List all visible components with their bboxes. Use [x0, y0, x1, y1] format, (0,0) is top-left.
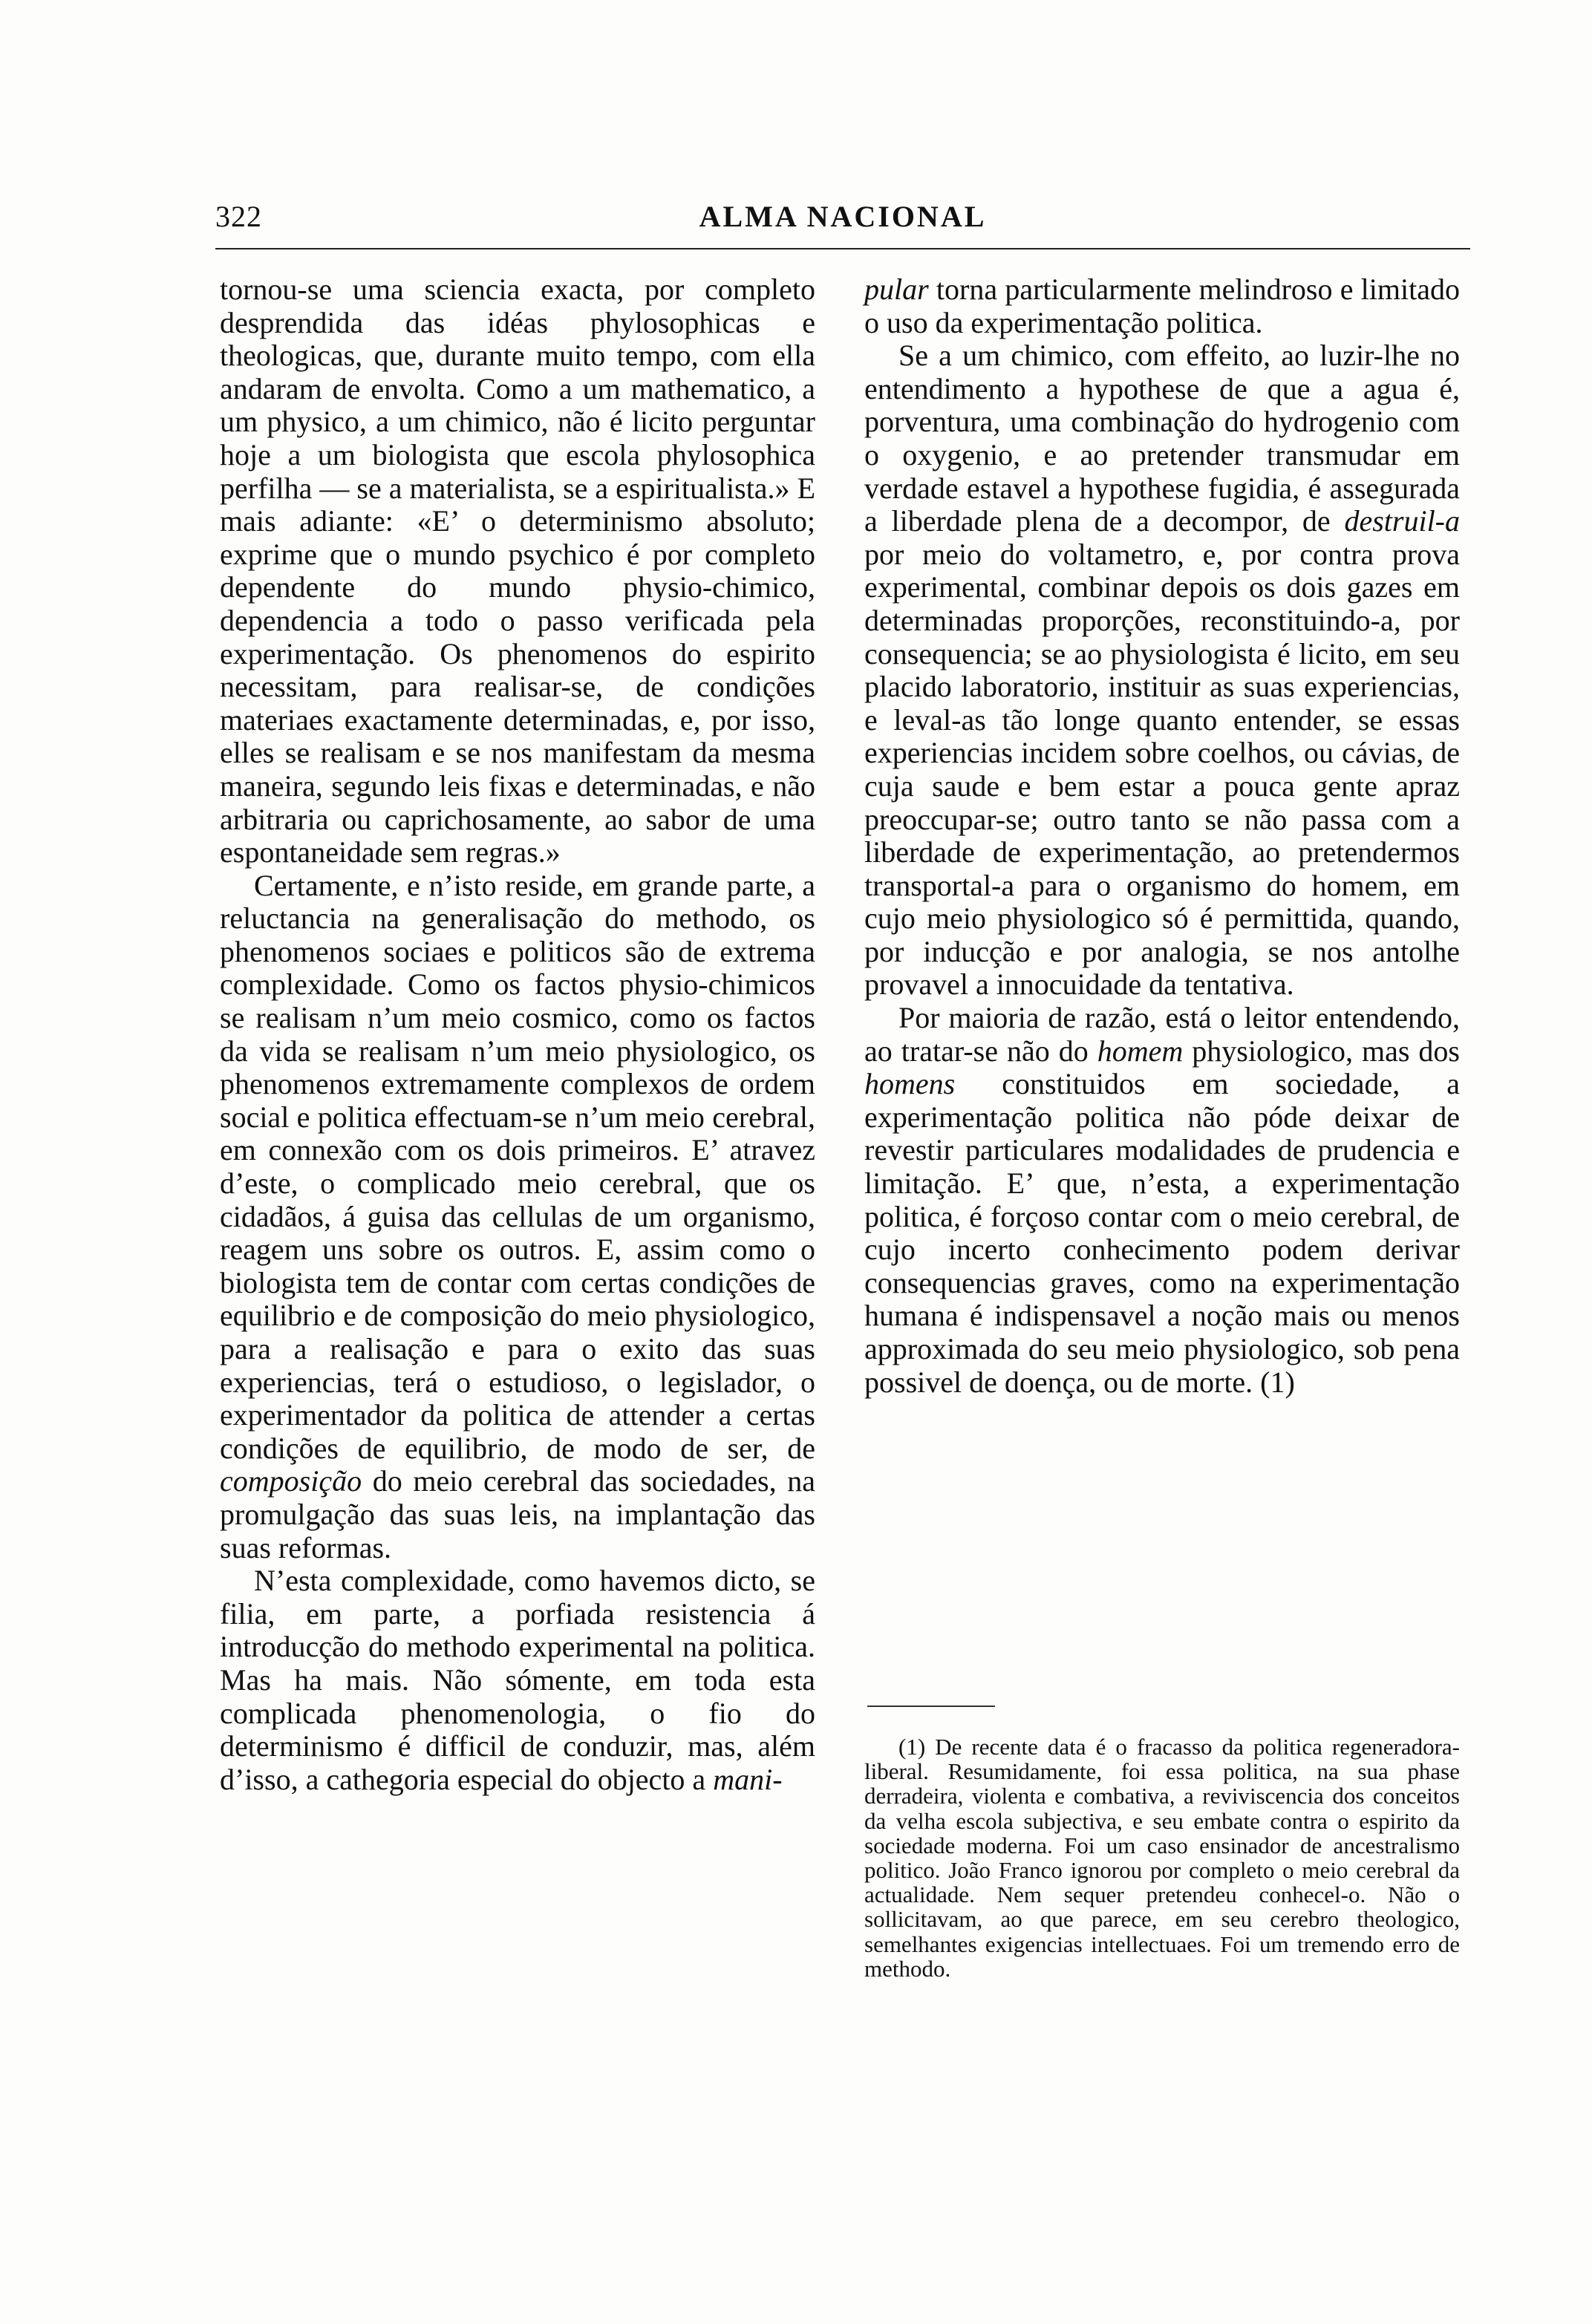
paragraph: Se a um chimico, com effeito, ao luzir-lhe no entendimento a hypothese de que a agua é, porventura, uma combinação do hydrogenio com o oxygenio, e ao pretender transmudar em verdade estavel a hypothese fugidia, é assegurada a liberdade plena de a decompor, de destruil-a por meio do voltametro, e, por contra prova experimental, combinar depois os dois gazes em determinadas proporções, reconstituindo-a, por consequencia; se ao physiologista é licito, em seu placido laboratorio, instituir as suas experiencias, e leval-as tão longe quanto entender, se essas experiencias incidem sobre coelhos, ou cávias, de cuja saude e bem estar a pouca gente apraz preoccupar-se; outro tanto se não passa com a liberdade de experimentação, ao pretendermos transportal-a para o organismo do homem, em cujo meio physiologico só é permittida, quando, por inducção e por analogia, se nos antolhe provavel a innocuidade da tentativa. [864, 339, 1460, 1002]
left-column [220, 273, 815, 1796]
running-title: ALMA NACIONAL [699, 200, 987, 233]
paragraph: N’esta complexidade, como havemos dicto, se filia, em parte, a porfiada resistencia á introducção do methodo experimental na politica. Mas ha mais. Não sómente, em toda esta complicada phenomenologia, o fio do determinismo é difficil de conduzir, mas, além d’isso, a cathegoria especial do objecto a mani- [220, 1564, 815, 1796]
right-column [864, 273, 1460, 1399]
italic-term: destruil-a [1344, 504, 1460, 538]
paragraph: Por maioria de razão, está o leitor entendendo, ao tratar-se não do homem physiologico, mas dos homens constituidos em sociedade, a experimentação politica não póde deixar de revestir particulares modalidades de prudencia e limitação. E’ que, n’esta, a experimentação politica, é forçoso contar com o meio cerebral, de cujo incerto conhecimento podem derivar consequencias graves, como na experimentação humana é indispensavel a noção mais ou menos approximada do seu meio physiologico, sob pena possivel de doença, ou de morte. (1) [864, 1001, 1460, 1399]
italic-term: pular [864, 272, 929, 306]
header-rule [215, 248, 1470, 249]
italic-term: homens [864, 1067, 956, 1101]
footnote-rule [867, 1706, 995, 1707]
page-number: 322 [215, 200, 262, 233]
italic-term: mani- [713, 1762, 783, 1796]
footnote [864, 1734, 1460, 1981]
page-header [215, 199, 1470, 244]
italic-term: composição [220, 1464, 362, 1498]
footnote-text: (1) De recente data é o fracasso da politica regeneradora-liberal. Resumidamente, foi essa politica, na sua phase derradeira, violenta e combativa, a reviviscencia dos conceitos da velha escola subjectiva, e seu embate contra o espirito da sociedade moderna. Foi um caso ensinador de ancestralismo politico. João Franco ignorou por completo o meio cerebral da actualidade. Nem sequer pretendeu conhecel-o. Não o sollicitavam, ao que parece, em seu cerebro theologico, semelhantes exigencias intellectuaes. Foi um tremendo erro de methodo. [864, 1734, 1460, 1982]
paragraph: Certamente, e n’isto reside, em grande parte, a reluctancia na generalisação do methodo, os phenomenos sociaes e politicos são de extrema complexidade. Como os factos physio-chimicos se realisam n’um meio cosmico, como os factos da vida se realisam n’um meio physiologico, os phenomenos extremamente complexos de ordem social e politica effectuam-se n’um meio cerebral, em connexão com os dois primeiros. E’ atravez d’este, o complicado meio cerebral, que os cidadãos, á guisa das cellulas de um organismo, reagem uns sobre os outros. E, assim como o biologista tem de contar com certas condições de equilibrio e de composição do meio physiologico, para a realisação e para o exito das suas experiencias, terá o estudioso, o legislador, o experimentador da politica de attender a certas condições de equilibrio, de modo de ser, de composição do meio cerebral das sociedades, na promulgação das suas leis, na implantação das suas reformas. [220, 868, 815, 1564]
italic-term: homem [1097, 1034, 1184, 1068]
paragraph: tornou-se uma sciencia exacta, por completo desprendida das idéas phylosophicas e theologicas, que, durante muito tempo, com ella andaram de envolta. Como a um mathematico, a um physico, a um chimico, não é licito perguntar hoje a um biologista que escola phylosophica perfilha — se a materialista, se a espiritualista.» E mais adiante: «E’ o determinismo absoluto; exprime que o mundo psychico é por completo dependente do mundo physio-chimico, dependencia a todo o passo verificada pela experimentação. Os phenomenos do espirito necessitam, para realisar-se, de condições materiaes exactamente determinadas, e, por isso, elles se realisam e se nos manifestam da mesma maneira, segundo leis fixas e determinadas, e não arbitraria ou caprichosamente, ao sabor de uma espontaneidade sem regras.» [220, 272, 815, 869]
paragraph: pular torna particularmente melindroso e limitado o uso da experimentação politica. [864, 272, 1460, 339]
